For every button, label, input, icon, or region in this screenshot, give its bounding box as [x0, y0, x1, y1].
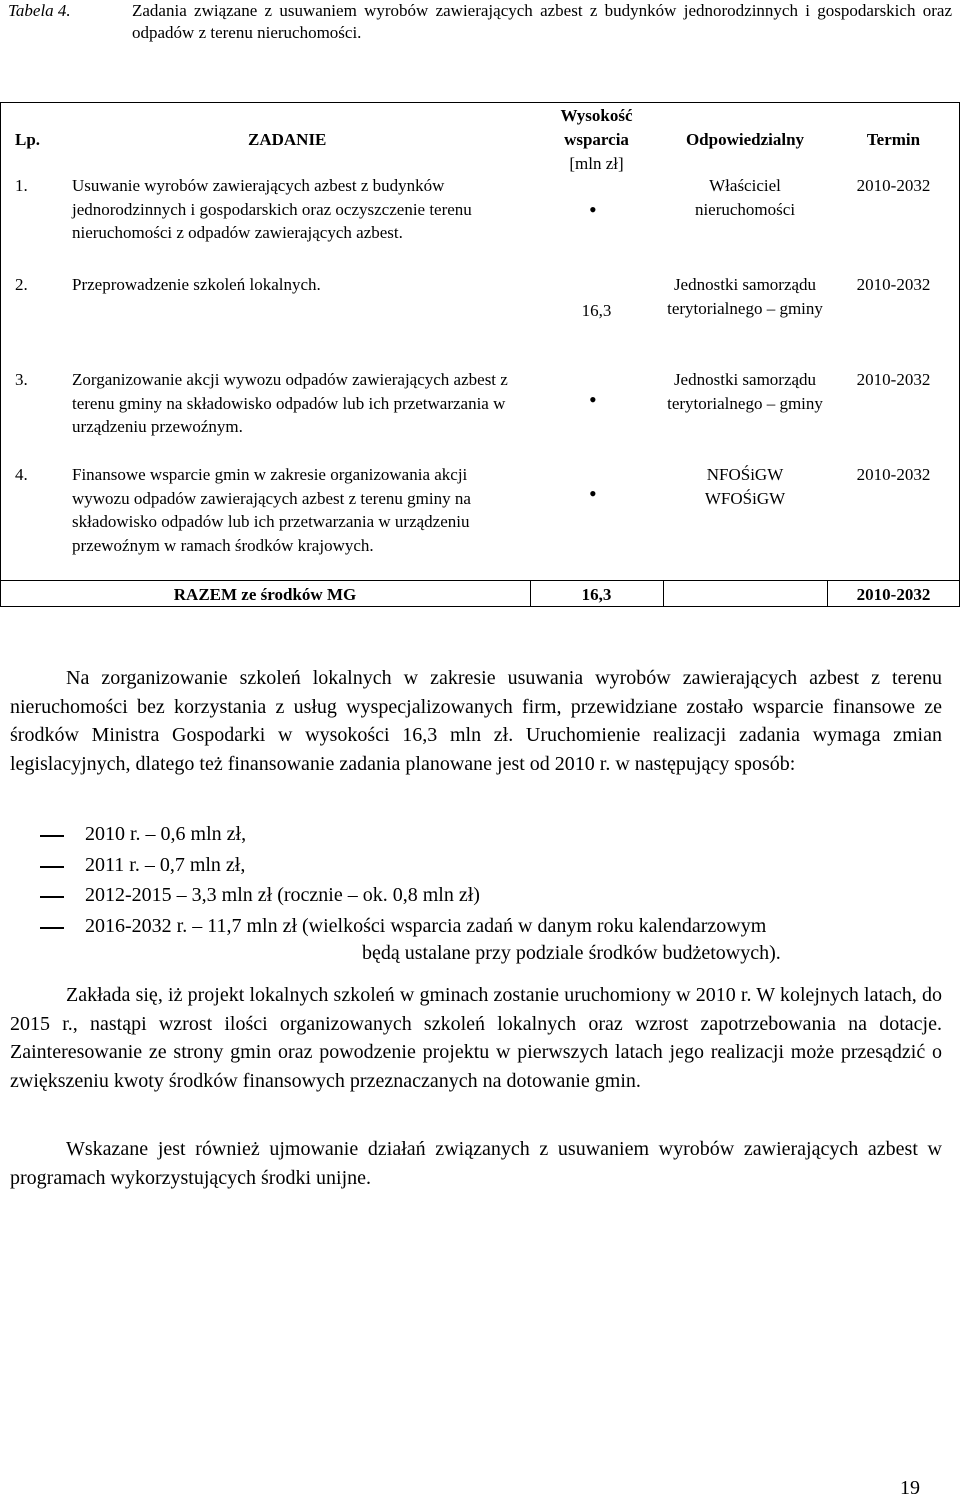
header-support-line1: Wysokość: [560, 106, 633, 125]
paragraph-projection: Zakłada się, iż projekt lokalnych szkoleń w gminach zostanie uruchomiony w 2010 r. W kolejnych latach, do 2015 r., nastąpi wzrost ilości organizowanych szkoleń lokalnych oraz wzrost zapotrzebowania na dotacje. Zainteresowanie ze strony gmin oraz powodzenie projektu w pierwszych latach jego realizacji może przesądzić o zwiększeniu kwoty środków finansowych przeznaczanych na dotowanie gmin.: [10, 984, 942, 1092]
total-value: 16,3: [581, 585, 612, 604]
header-lp: Lp.: [15, 130, 41, 149]
row1-responsible: Właściciel nieruchomości: [694, 176, 796, 219]
list-item-text: 2016-2032 r. – 11,7 mln zł (wielkości wsparcia zadań w danym roku kalendarzowym: [85, 915, 767, 937]
caption-text: Zadania związane z usuwaniem wyrobów zawierających azbest z budynków jednorodzinnych i gospodarskich oraz odpadów z terenu nieruchomości.: [132, 1, 952, 42]
header-task: ZADANIE: [248, 130, 327, 149]
total-divider-2: [663, 580, 664, 607]
row4-support-bullet: •: [589, 481, 597, 506]
row2-support-value: 16,3: [581, 301, 612, 320]
row2-task: Przeprowadzenie szkoleń lokalnych.: [72, 275, 321, 294]
dash-marker: [40, 835, 64, 837]
row3-support-bullet: •: [589, 387, 597, 412]
row3-number: 3.: [15, 370, 28, 389]
list-item-text: 2011 r. – 0,7 mln zł,: [85, 854, 246, 876]
list-item-text: 2012-2015 – 3,3 mln zł (rocznie – ok. 0,8 mln zł): [85, 884, 480, 906]
row4-task: Finansowe wsparcie gmin w zakresie organizowania akcji wywozu odpadów zawierających azbest z terenu gminy na składowisko odpadów lub ich przetwarzania w urządzeniu przewoźnym w ramach środków krajowych.: [72, 465, 471, 555]
caption-label: Tabela 4.: [8, 1, 71, 20]
paragraph-financing: Na zorganizowanie szkoleń lokalnych w zakresie usuwania wyrobów zawierających azbest z terenu nieruchomości bez korzystania z usług wyspecjalizowanych firm, przewidziane zostało wsparcie finansowe ze środków Ministra Gospodarki w wysokości 16,3 mln zł. Uruchomienie realizacji zadania wymaga zmian legislacyjnych, dlatego też finansowanie zadania planowane jest od 2010 r. w następujący sposób:: [10, 667, 942, 775]
row4-responsible-line2: WFOŚiGW: [704, 489, 786, 508]
table-border-left: [0, 102, 1, 607]
header-support-line2: wsparcia: [564, 130, 629, 149]
row4-number: 4.: [15, 465, 28, 484]
dash-marker: [40, 896, 64, 898]
table-border-top: [0, 102, 960, 103]
row4-responsible-line1: NFOŚiGW: [706, 465, 784, 484]
row1-term: 2010-2032: [856, 176, 931, 195]
row2-number: 2.: [15, 275, 28, 294]
list-item-continuation: będą ustalane przy podziale środków budżetowych).: [362, 942, 781, 964]
row1-task: Usuwanie wyrobów zawierających azbest z budynków jednorodzinnych i gospodarskich oraz oczyszczenie terenu nieruchomości z odpadów zawierających azbest.: [72, 176, 472, 242]
row3-task: Zorganizowanie akcji wywozu odpadów zawierających azbest z terenu gminy na składowisko odpadów lub ich przetwarzania w urządzeniu przewoźnym.: [72, 370, 508, 436]
header-responsible: Odpowiedzialny: [685, 130, 805, 149]
page-number: 19: [900, 1477, 920, 1499]
header-support-unit: [mln zł]: [569, 154, 624, 173]
dash-marker: [40, 927, 64, 929]
row3-term: 2010-2032: [856, 370, 931, 389]
row2-term: 2010-2032: [856, 275, 931, 294]
dash-marker: [40, 866, 64, 868]
row3-responsible: Jednostki samorządu terytorialnego – gminy: [667, 370, 823, 413]
total-label: RAZEM ze środków MG: [173, 585, 357, 604]
total-term: 2010-2032: [856, 585, 931, 604]
row1-number: 1.: [15, 176, 28, 195]
row2-responsible: Jednostki samorządu terytorialnego – gminy: [667, 275, 823, 318]
row4-term: 2010-2032: [856, 465, 931, 484]
list-item-text: 2010 r. – 0,6 mln zł,: [85, 823, 247, 845]
total-row-separator: [0, 580, 960, 581]
row1-support-bullet: •: [589, 197, 597, 222]
header-term: Termin: [866, 130, 921, 149]
tasks-table: [0, 102, 960, 607]
paragraph-eu-funds: Wskazane jest również ujmowanie działań związanych z usuwaniem wyrobów zawierających azbest w programach wykorzystujących środki unijne.: [10, 1138, 942, 1189]
